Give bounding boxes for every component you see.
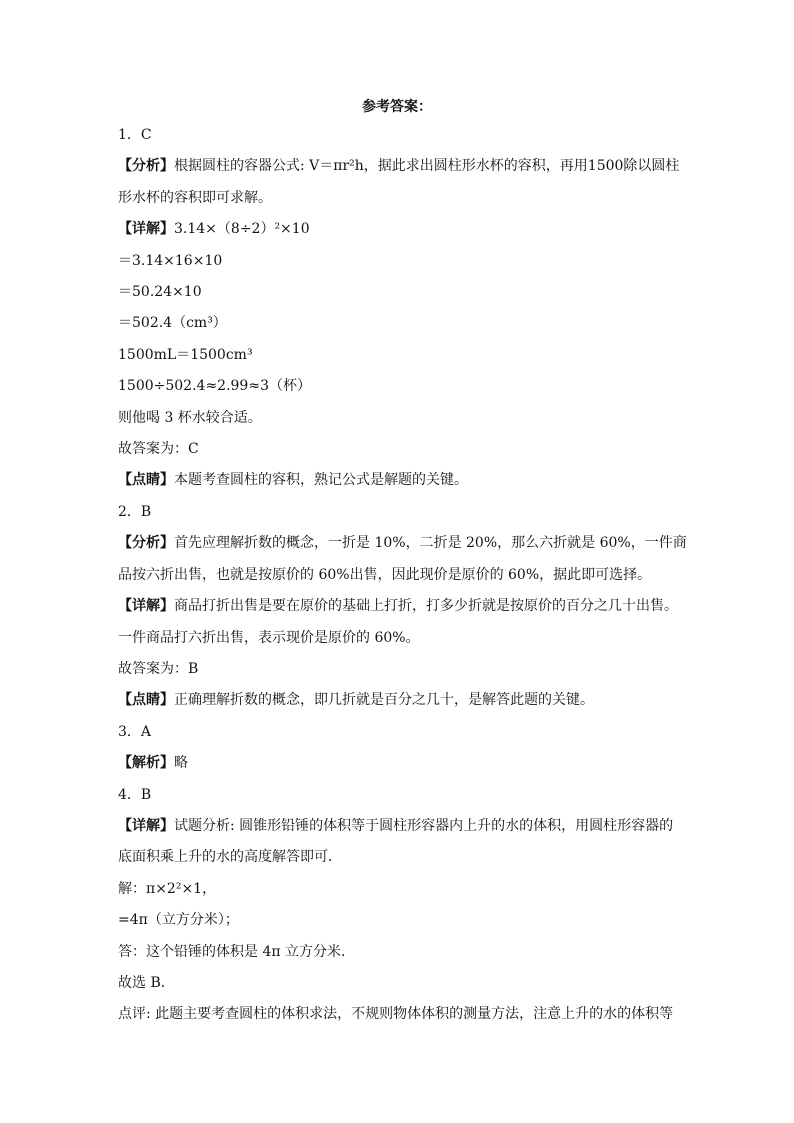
- line-text: 解：π×2²×1，: [118, 880, 217, 897]
- section-tag: 【分析】: [118, 158, 174, 175]
- page-title: 参考答案：: [362, 99, 432, 115]
- text-line: [118, 246, 684, 277]
- text-line: [118, 685, 684, 716]
- line-text: 略: [174, 755, 188, 772]
- text-line: [118, 434, 684, 465]
- line-text: 3．A: [118, 723, 152, 740]
- line-text: 形水杯的容积即可求解。: [118, 189, 272, 206]
- line-text: 故答案为：C: [118, 441, 199, 458]
- text-line: [118, 151, 684, 182]
- text-line: [118, 717, 684, 748]
- line-text: 1500÷502.4≈2.99≈3（杯）: [118, 378, 311, 395]
- text-line: [118, 968, 684, 999]
- line-text: 4．B: [118, 786, 152, 803]
- section-tag: 【点睛】: [118, 472, 174, 489]
- line-text: 底面积乘上升的水的高度解答即可．: [118, 849, 342, 866]
- text-line: [118, 623, 684, 654]
- line-text: 1．C: [118, 127, 152, 143]
- text-line: [118, 748, 684, 779]
- text-line: [118, 340, 684, 371]
- answer-content: [118, 120, 687, 1031]
- section-tag: 【详解】: [118, 817, 174, 834]
- line-text: 则他喝 3 杯水较合适。: [118, 409, 262, 426]
- line-text: 首先应理解折数的概念，一折是 10%，二折是 20%，那么六折就是 60%，一件商: [174, 535, 687, 552]
- text-line: [118, 937, 684, 968]
- line-text: 3.14×（8÷2）²×10: [174, 221, 310, 238]
- line-text: 1500mL＝1500cm³: [118, 346, 253, 363]
- line-text: 本题考查圆柱的容积，熟记公式是解题的关键。: [174, 472, 468, 489]
- line-text: 一件商品打六折出售，表示现价是原价的 60%。: [118, 629, 420, 646]
- text-line: [118, 842, 684, 873]
- line-text: =4π（立方分米）；: [118, 912, 239, 929]
- text-line: [118, 403, 684, 434]
- line-text: 2．B: [118, 503, 152, 520]
- section-tag: 【详解】: [118, 598, 174, 615]
- section-tag: 【解析】: [118, 755, 174, 772]
- text-line: [118, 560, 684, 591]
- text-line: [118, 811, 684, 842]
- line-text: 答：这个铅锤的体积是 4π 立方分米．: [118, 943, 356, 960]
- text-line: [118, 591, 684, 622]
- text-line: [118, 214, 684, 245]
- text-line: [118, 654, 684, 685]
- section-tag: 【分析】: [118, 535, 174, 552]
- line-text: ＝50.24×10: [118, 284, 202, 301]
- line-text: 试题分析: 圆锥形铅锤的体积等于圆柱形容器内上升的水的体积，用圆柱形容器的: [174, 817, 674, 834]
- text-line: [118, 999, 684, 1030]
- section-tag: 【详解】: [118, 221, 174, 238]
- text-line: [118, 497, 684, 528]
- line-text: 根据圆柱的容器公式: V＝πr²h，据此求出圆柱形水杯的容积，再用1500除以圆柱: [174, 158, 680, 175]
- line-text: ＝3.14×16×10: [118, 252, 223, 269]
- text-line: [118, 874, 684, 905]
- text-line: [118, 120, 684, 151]
- section-tag: 【点睛】: [118, 692, 174, 709]
- line-text: 正确理解折数的概念，即几折就是百分之几十，是解答此题的关键。: [174, 692, 594, 709]
- text-line: [118, 905, 684, 936]
- line-text: 故选 B．: [118, 974, 175, 991]
- line-text: ＝502.4（cm³）: [118, 315, 227, 332]
- line-text: 商品打折出售是要在原价的基础上打折，打多少折就是按原价的百分之几十出售。: [174, 598, 678, 615]
- text-line: [118, 528, 687, 559]
- text-line: [118, 465, 684, 496]
- text-line: [118, 780, 684, 811]
- line-text: 点评: 此题主要考查圆柱的体积求法，不规则物体体积的测量方法，注意上升的水的体积等: [118, 1006, 674, 1023]
- text-line: [118, 308, 684, 339]
- line-text: 品按六折出售，也就是按原价的 60%出售，因此现价是原价的 60%，据此即可选择。: [118, 566, 652, 583]
- line-text: 故答案为：B: [118, 660, 199, 677]
- text-line: [118, 277, 684, 308]
- text-line: [118, 371, 684, 402]
- text-line: [118, 183, 684, 214]
